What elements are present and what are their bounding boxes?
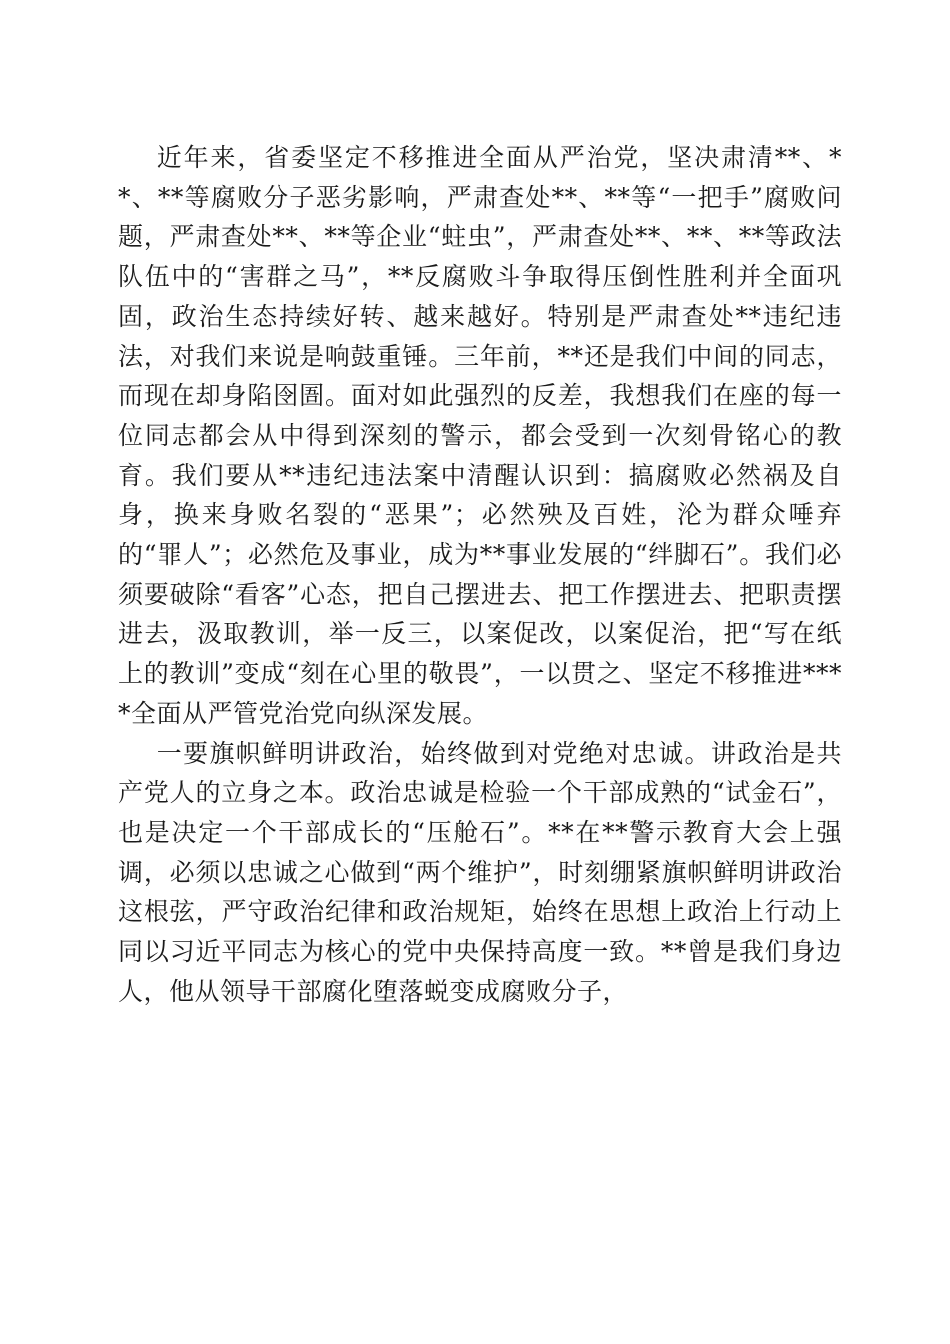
paragraph-intro: 近年来，省委坚定不移推进全面从严治党，坚决肃清**、**、**等腐败分子恶劣影响，严肃查处**、**等“一把手”腐败问题，严肃查处**、**等企业“蛀虫”，严肃查处**、**、**等政法队伍中的“害群之马”，**反腐败斗争取得压倒性胜利并全面巩固，政治生态持续好转、越来越好。特别是严肃查处**违纪违法，对我们来说是响鼓重锤。三年前，**还是我们中间的同志，而现在却身陷囹圄。面对如此强烈的反差，我想我们在座的每一位同志都会从中得到深刻的警示，都会受到一次刻骨铭心的教育。我们要从**违纪违法案中清醒认识到：搞腐败必然祸及自身，换来身败名裂的“恶果”；必然殃及百姓，沦为群众唾弃的“罪人”；必然危及事业，成为**事业发展的“绊脚石”。我们必须要破除“看客”心态，把自己摆进去、把工作摆进去、把职责摆进去，汲取教训，举一反三，以案促改，以案促治，把“写在纸上的教训”变成“刻在心里的敬畏”，一以贯之、坚定不移推进****全面从严管党治党向纵深发展。	[118, 143, 842, 728]
paragraph-point-one: 一要旗帜鲜明讲政治，始终做到对党绝对忠诚。讲政治是共产党人的立身之本。政治忠诚是检验一个干部成熟的“试金石”，也是决定一个干部成长的“压舱石”。**在**警示教育大会上强调，必须以忠诚之心做到“两个维护”，时刻绷紧旗帜鲜明讲政治这根弦，严守政治纪律和政治规矩，始终在思想上政治上行动上同以习近平同志为核心的党中央保持高度一致。**曾是我们身边人，他从领导干部腐化堕落蜕变成腐败分子，	[118, 738, 842, 1006]
document-body	[118, 138, 842, 1011]
